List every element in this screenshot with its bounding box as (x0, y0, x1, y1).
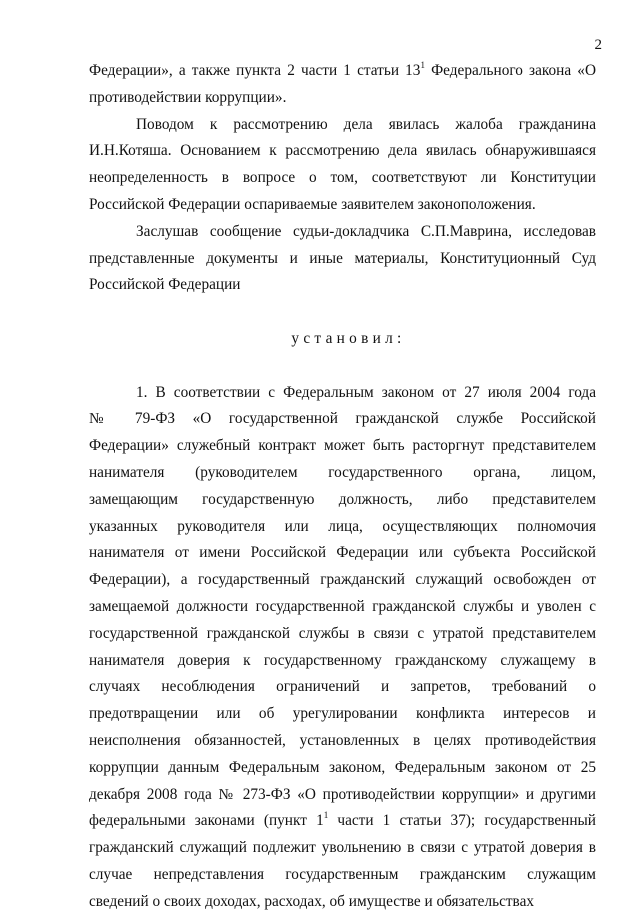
text-line: 1. В соответствии с Федеральным законом от 27 июля 2004 года (136, 383, 596, 401)
text-line: нанимателя доверия к государственному гражданскому служащему в (89, 651, 596, 669)
paragraph-p0 (89, 58, 596, 112)
text-line: случаях несоблюдения ограничений и запретов, требований о (89, 678, 596, 696)
text-line: неисполнения обязанностей, установленных в целях противодействия (89, 731, 596, 749)
text-line: указанных руководителя или лица, осуществляющих полномочия (89, 517, 596, 535)
text-line: федеральными законами (пункт $1^1$ части 1 статьи 37); государственный (89, 810, 596, 830)
text-line: представленные документы и иные материалы, Конституционный Суд (89, 249, 596, 267)
text-line: Федерации», а также пункта 2 части 1 статьи $13^1$ Федерального закона «О (89, 60, 596, 79)
text-line: № 79-ФЗ «О государственной гражданской службе Российской (89, 410, 596, 428)
paragraph-p2 (89, 219, 596, 299)
text-line: замещающим государственную должность, либо представителем (89, 490, 596, 508)
paragraph-p3 (89, 380, 596, 916)
text-line: коррупции данным Федеральным законом, Федеральным законом от 25 (89, 758, 596, 776)
text-line: государственной гражданской службы в связи с утратой представителем (89, 624, 596, 642)
section-heading: установил: (291, 329, 406, 347)
text-line: нанимателя от имени Российской Федерации или субъекта Российской (89, 544, 596, 562)
text-line: сведений о своих доходах, расходах, об имуществе и обязательствах (89, 892, 535, 910)
text-line: Поводом к рассмотрению дела явилась жалоба гражданина (136, 115, 596, 133)
text-line: неопределенность в вопросе о том, соответствуют ли Конституции (89, 169, 596, 187)
text-line: декабря 2008 года № 273-ФЗ «О противодействии коррупции» и другими (89, 785, 596, 803)
text-line: Федерации), а государственный гражданский служащий освобожден от (89, 571, 596, 589)
text-line: предотвращении или об урегулировании конфликта интересов и (89, 705, 596, 723)
text-line: нанимателя (руководителем государственного органа, лицом, (89, 463, 596, 481)
page-number: 2 (594, 37, 602, 53)
paragraphs-before-heading (89, 58, 596, 299)
document-body (89, 58, 596, 916)
text-line: Российской Федерации оспариваемые заявителем законоположения. (89, 195, 536, 213)
superscript: 1 (323, 810, 329, 821)
text-line: гражданский служащий подлежит увольнению в связи с утратой доверия в (89, 839, 596, 857)
text-line: противодействии коррупции». (89, 88, 287, 106)
text-line: Российской Федерации (89, 276, 241, 294)
text-line: Федерации» служебный контракт может быть расторгнут представителем (89, 437, 596, 455)
paragraphs-after-heading (89, 380, 596, 916)
paragraph-p1 (89, 112, 596, 219)
superscript: 1 (420, 60, 425, 70)
text-line: И.Н.Котяша. Основанием к рассмотрению дела явилась обнаружившаяся (89, 142, 596, 160)
text-line: замещаемой должности государственной гражданской службы и уволен с (89, 597, 596, 615)
text-line: случае непредставления государственным гражданским служащим (89, 865, 596, 883)
text-line: Заслушав сообщение судьи-докладчика С.П.Маврина, исследовав (136, 222, 596, 240)
